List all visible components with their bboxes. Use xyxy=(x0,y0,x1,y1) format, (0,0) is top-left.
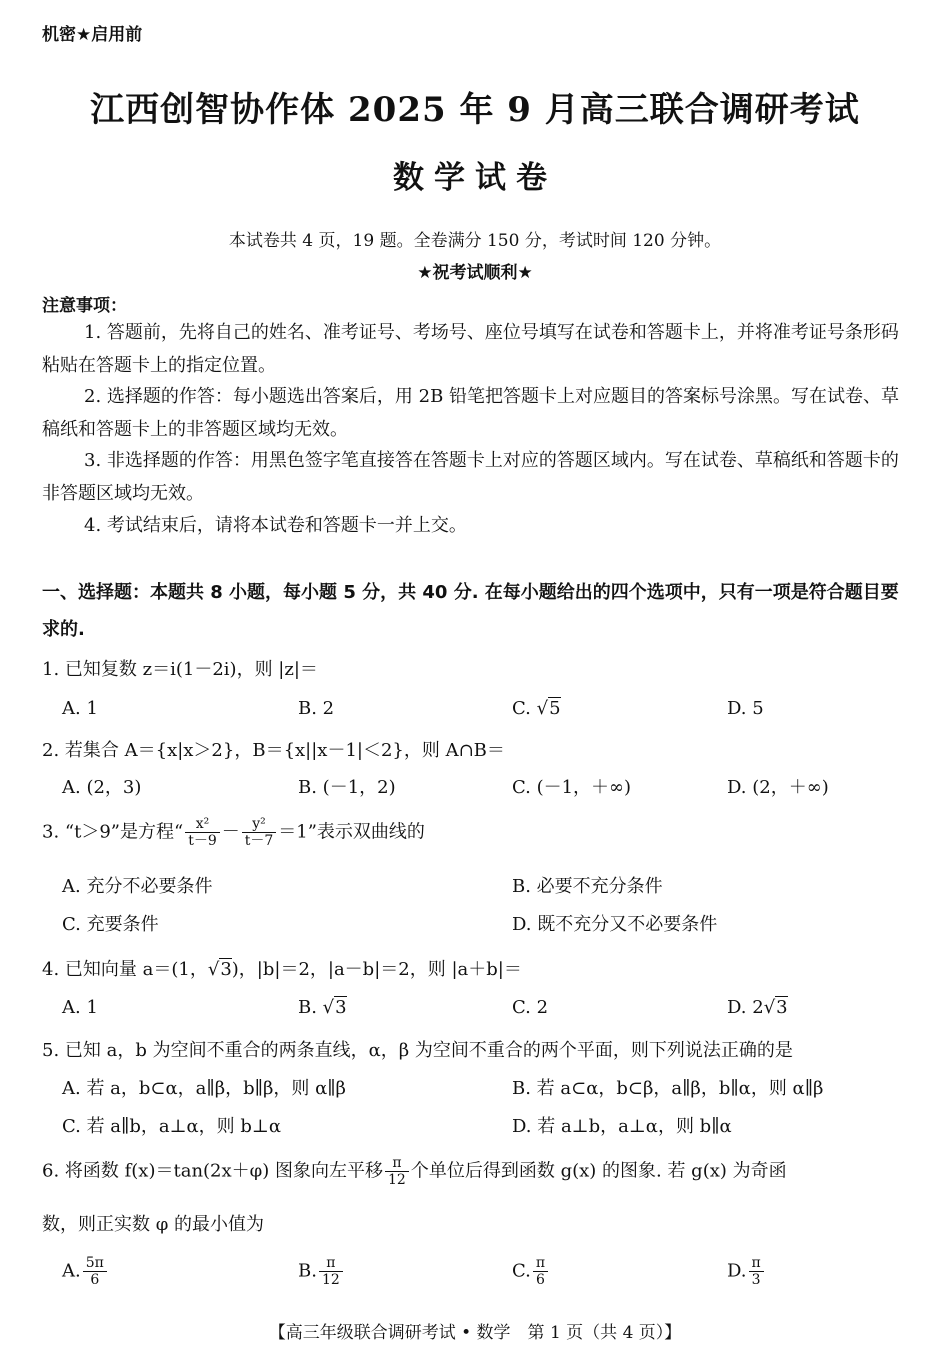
question-3-stem: 3. “t＞9”是方程“ $\frac{\text{x²}}{t-9}$ － $\frac{\text{y²}}{t-7}$ ＝1”表示双曲线的 xyxy=(42,816,425,849)
q6-option-a: A. $\frac{5\pi}{6}$ xyxy=(62,1255,109,1288)
notice-heading: 注意事项： xyxy=(42,296,127,316)
question-2-stem: 2. 若集合 A＝{x|x＞2}，B＝{x||x－1|＜2}，则 A∩B＝ xyxy=(42,740,505,761)
q5-option-b: B. 若 a⊂α，b⊂β，a∥β，b∥α，则 α∥β xyxy=(512,1078,824,1099)
question-4-stem: 4. 已知向量 a＝(1，√3)，|b|＝2，|a－b|＝2，则 |a＋b|＝ xyxy=(42,959,522,980)
q4-option-d: D. 2√3 xyxy=(727,997,788,1018)
q3-fraction-y: $\frac{\text{y²}}{t-7}$ xyxy=(242,816,277,849)
q4-option-a: A. 1 xyxy=(62,997,98,1018)
q3-option-c: C. 充要条件 xyxy=(62,914,159,935)
question-1-stem: 1. 已知复数 z＝i(1－2i)，则 |z|＝ xyxy=(42,659,318,680)
q6-option-d: D. $\frac{\pi}{3}$ xyxy=(727,1255,766,1288)
q2-option-a: A. (2，3) xyxy=(62,777,142,798)
exam-info: 本试卷共 4 页，19 题。全卷满分 150 分，考试时间 120 分钟。 xyxy=(228,231,722,251)
q2-option-b: B. (－1，2) xyxy=(298,777,396,798)
notice-item-1: 1. 答题前，先将自己的姓名、准考证号、考场号、座位号填写在试卷和答题卡上，并将准考证号条形码粘贴在答题卡上的指定位置。 xyxy=(42,322,899,376)
confidential-label: 机密★启用前 xyxy=(42,25,143,45)
question-6-stem-line2: 数，则正实数 φ 的最小值为 xyxy=(42,1214,265,1235)
q1-option-c: C. √5 xyxy=(512,698,561,719)
q3-option-b: B. 必要不充分条件 xyxy=(512,876,663,897)
exam-title: 江西创智协作体 2025 年 9 月高三联合调研考试 xyxy=(90,90,860,130)
q3-fraction-x: $\frac{\text{x²}}{t-9}$ xyxy=(185,816,220,849)
q2-option-d: D. (2，＋∞) xyxy=(727,777,829,798)
q1-option-d: D. 5 xyxy=(727,698,764,719)
q1-option-b: B. 2 xyxy=(298,698,335,719)
q4-option-c: C. 2 xyxy=(512,997,549,1018)
q3-option-d: D. 既不充分又不必要条件 xyxy=(512,914,718,935)
q3-option-a: A. 充分不必要条件 xyxy=(62,876,213,897)
notice-item-3: 3. 非选择题的作答：用黑色签字笔直接答在答题卡上对应的答题区域内。写在试卷、草稿纸和答题卡的非答题区域均无效。 xyxy=(42,450,899,504)
page-footer: 【高三年级联合调研考试 • 数学 第 1 页（共 4 页）】 xyxy=(268,1323,682,1343)
q2-option-c: C. (－1，＋∞) xyxy=(512,777,632,798)
q1-option-a: A. 1 xyxy=(62,698,98,719)
subject-title: 数学试卷 xyxy=(393,160,557,196)
question-6-stem: 6. 将函数 f(x)＝tan(2x＋φ) 图象向左平移 $\frac{\pi}{12}$ 个单位后得到函数 g(x) 的图象. 若 g(x) 为奇函 xyxy=(42,1155,787,1188)
notice-item-4: 4. 考试结束后，请将本试卷和答题卡一并上交。 xyxy=(84,515,467,536)
q5-option-c: C. 若 a∥b，a⊥α，则 b⊥α xyxy=(62,1116,282,1137)
question-5-stem: 5. 已知 a，b 为空间不重合的两条直线，α，β 为空间不重合的两个平面，则下列说法正确的是 xyxy=(42,1040,793,1061)
good-luck-line: ★祝考试顺利★ xyxy=(417,263,533,283)
q6-option-c: C. $\frac{\pi}{6}$ xyxy=(512,1255,550,1288)
q5-option-a: A. 若 a，b⊂α，a∥β，b∥β，则 α∥β xyxy=(62,1078,346,1099)
q6-option-b: B. $\frac{\pi}{12}$ xyxy=(298,1255,345,1288)
notice-item-2: 2. 选择题的作答：每小题选出答案后，用 2B 铅笔把答题卡上对应题目的答案标号涂黑。写在试卷、草稿纸和答题卡上的非答题区域均无效。 xyxy=(42,386,900,440)
section-heading: 一、选择题：本题共 8 小题，每小题 5 分，共 40 分. 在每小题给出的四个选项中，只有一项是符合题目要求的. xyxy=(42,582,899,640)
q6-shift-fraction: $\frac{\pi}{12}$ xyxy=(385,1155,409,1188)
q4-option-b: B. √3 xyxy=(298,997,347,1018)
q5-option-d: D. 若 a⊥b，a⊥α，则 b∥α xyxy=(512,1116,732,1137)
